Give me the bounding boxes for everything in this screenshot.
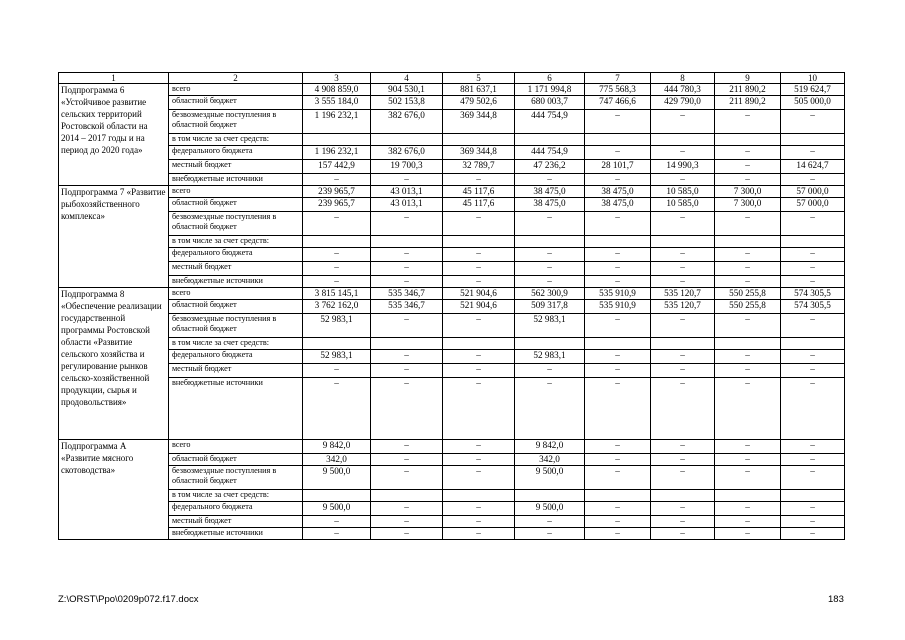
amount-cell: – bbox=[781, 466, 845, 490]
amount-cell: 535 120,7 bbox=[651, 300, 715, 314]
table-row bbox=[59, 490, 845, 502]
amount-cell: – bbox=[781, 174, 845, 186]
amount-cell: – bbox=[781, 454, 845, 466]
table-row bbox=[59, 198, 845, 212]
amount-cell: – bbox=[443, 466, 515, 490]
amount-cell: – bbox=[585, 212, 651, 236]
funding-source-label: внебюджетные источники bbox=[169, 378, 303, 440]
amount-cell: 9 500,0 bbox=[303, 502, 371, 516]
funding-source-label: безвозмездные поступления в областной бюджет bbox=[169, 212, 303, 236]
amount-cell: – bbox=[515, 174, 585, 186]
amount-cell: – bbox=[371, 528, 443, 540]
amount-cell: – bbox=[515, 364, 585, 378]
table-row bbox=[59, 146, 845, 160]
amount-cell: 881 637,1 bbox=[443, 84, 515, 96]
amount-cell: – bbox=[585, 528, 651, 540]
amount-cell: – bbox=[371, 454, 443, 466]
amount-cell: 9 500,0 bbox=[515, 502, 585, 516]
amount-cell: 680 003,7 bbox=[515, 96, 585, 110]
funding-source-label: внебюджетные источники bbox=[169, 174, 303, 186]
column-number-header: 3 bbox=[303, 73, 371, 84]
amount-cell: – bbox=[781, 248, 845, 262]
table-row bbox=[59, 502, 845, 516]
amount-cell: – bbox=[715, 276, 781, 288]
amount-cell: – bbox=[371, 440, 443, 454]
amount-cell: 502 153,8 bbox=[371, 96, 443, 110]
amount-cell: – bbox=[715, 350, 781, 364]
amount-cell: – bbox=[585, 516, 651, 528]
amount-cell: – bbox=[371, 314, 443, 338]
amount-cell bbox=[585, 236, 651, 248]
subprogram-name: Подпрограмма 8 «Обеспечение реализации государственной программы Ростовской области «Развитие сельского хозяйства и регулирование рынков сельско-хозяйственной продукции, сырья и продовольствия» bbox=[59, 288, 169, 440]
amount-cell bbox=[715, 134, 781, 146]
funding-source-label: внебюджетные источники bbox=[169, 276, 303, 288]
amount-cell: – bbox=[781, 502, 845, 516]
funding-source-label: местный бюджет bbox=[169, 262, 303, 276]
amount-cell: – bbox=[651, 454, 715, 466]
table-row bbox=[59, 378, 845, 440]
header-row bbox=[59, 73, 845, 84]
amount-cell: 4 908 859,0 bbox=[303, 84, 371, 96]
funding-source-label: областной бюджет bbox=[169, 96, 303, 110]
amount-cell: – bbox=[715, 212, 781, 236]
funding-source-label: в том числе за счет средств: bbox=[169, 490, 303, 502]
funding-source-label: в том числе за счет средств: bbox=[169, 236, 303, 248]
amount-cell: – bbox=[515, 262, 585, 276]
amount-cell: 444 754,9 bbox=[515, 146, 585, 160]
funding-source-label: федерального бюджета bbox=[169, 502, 303, 516]
amount-cell: – bbox=[651, 516, 715, 528]
amount-cell bbox=[443, 338, 515, 350]
amount-cell: – bbox=[585, 454, 651, 466]
amount-cell bbox=[585, 490, 651, 502]
table-row bbox=[59, 160, 845, 174]
amount-cell: 45 117,6 bbox=[443, 186, 515, 198]
table-row bbox=[59, 262, 845, 276]
amount-cell bbox=[651, 236, 715, 248]
amount-cell: – bbox=[303, 516, 371, 528]
amount-cell: 52 983,1 bbox=[515, 314, 585, 338]
table-row bbox=[59, 174, 845, 186]
amount-cell: – bbox=[515, 276, 585, 288]
funding-source-label: областной бюджет bbox=[169, 198, 303, 212]
table-row bbox=[59, 110, 845, 134]
amount-cell: 382 676,0 bbox=[371, 110, 443, 134]
amount-cell: – bbox=[443, 212, 515, 236]
funding-source-label: местный бюджет bbox=[169, 364, 303, 378]
amount-cell: – bbox=[515, 212, 585, 236]
amount-cell: 9 842,0 bbox=[515, 440, 585, 454]
amount-cell bbox=[651, 490, 715, 502]
amount-cell: 43 013,1 bbox=[371, 198, 443, 212]
funding-source-label: федерального бюджета bbox=[169, 146, 303, 160]
amount-cell: – bbox=[443, 248, 515, 262]
amount-cell: – bbox=[371, 350, 443, 364]
amount-cell: – bbox=[585, 502, 651, 516]
amount-cell: – bbox=[781, 378, 845, 440]
amount-cell: – bbox=[303, 276, 371, 288]
column-number-header: 6 bbox=[515, 73, 585, 84]
amount-cell: – bbox=[585, 110, 651, 134]
amount-cell: – bbox=[443, 314, 515, 338]
funding-source-label: безвозмездные поступления в областной бюджет bbox=[169, 110, 303, 134]
amount-cell: – bbox=[651, 466, 715, 490]
amount-cell: 550 255,8 bbox=[715, 300, 781, 314]
amount-cell: 157 442,9 bbox=[303, 160, 371, 174]
amount-cell: – bbox=[715, 248, 781, 262]
amount-cell: – bbox=[781, 276, 845, 288]
amount-cell: – bbox=[371, 364, 443, 378]
amount-cell: 19 700,3 bbox=[371, 160, 443, 174]
amount-cell: – bbox=[303, 174, 371, 186]
amount-cell: 28 101,7 bbox=[585, 160, 651, 174]
amount-cell bbox=[515, 134, 585, 146]
table-row bbox=[59, 248, 845, 262]
funding-source-label: всего bbox=[169, 440, 303, 454]
table-row bbox=[59, 186, 845, 198]
amount-cell bbox=[371, 338, 443, 350]
footer-page-number: 183 bbox=[828, 594, 844, 605]
column-number-header: 5 bbox=[443, 73, 515, 84]
amount-cell: – bbox=[715, 174, 781, 186]
amount-cell: 239 965,7 bbox=[303, 186, 371, 198]
amount-cell: – bbox=[443, 174, 515, 186]
amount-cell: 9 500,0 bbox=[303, 466, 371, 490]
table-row bbox=[59, 276, 845, 288]
amount-cell: – bbox=[715, 378, 781, 440]
amount-cell bbox=[651, 338, 715, 350]
amount-cell: 1 196 232,1 bbox=[303, 146, 371, 160]
table-row bbox=[59, 236, 845, 248]
amount-cell: – bbox=[715, 516, 781, 528]
amount-cell: – bbox=[303, 528, 371, 540]
amount-cell: 535 346,7 bbox=[371, 288, 443, 300]
amount-cell: 14 990,3 bbox=[651, 160, 715, 174]
amount-cell: 342,0 bbox=[515, 454, 585, 466]
amount-cell bbox=[515, 236, 585, 248]
funding-source-label: федерального бюджета bbox=[169, 350, 303, 364]
amount-cell: – bbox=[443, 350, 515, 364]
funding-source-label: в том числе за счет средств: bbox=[169, 134, 303, 146]
amount-cell: – bbox=[715, 454, 781, 466]
table-row bbox=[59, 212, 845, 236]
amount-cell: 38 475,0 bbox=[585, 198, 651, 212]
amount-cell: – bbox=[715, 110, 781, 134]
amount-cell: 369 344,8 bbox=[443, 146, 515, 160]
amount-cell: – bbox=[651, 110, 715, 134]
funding-source-label: областной бюджет bbox=[169, 300, 303, 314]
amount-cell: 550 255,8 bbox=[715, 288, 781, 300]
table-row bbox=[59, 96, 845, 110]
amount-cell: – bbox=[585, 248, 651, 262]
amount-cell: – bbox=[715, 314, 781, 338]
table-row bbox=[59, 84, 845, 96]
amount-cell: 479 502,6 bbox=[443, 96, 515, 110]
amount-cell: 3 555 184,0 bbox=[303, 96, 371, 110]
amount-cell: 7 300,0 bbox=[715, 186, 781, 198]
table-row bbox=[59, 440, 845, 454]
amount-cell: – bbox=[371, 502, 443, 516]
amount-cell: – bbox=[443, 454, 515, 466]
amount-cell: – bbox=[303, 212, 371, 236]
amount-cell: – bbox=[781, 146, 845, 160]
amount-cell bbox=[781, 338, 845, 350]
amount-cell: 562 300,9 bbox=[515, 288, 585, 300]
amount-cell: 211 890,2 bbox=[715, 96, 781, 110]
amount-cell: – bbox=[651, 440, 715, 454]
amount-cell: – bbox=[585, 364, 651, 378]
amount-cell: 509 317,8 bbox=[515, 300, 585, 314]
amount-cell: 1 196 232,1 bbox=[303, 110, 371, 134]
amount-cell: 14 624,7 bbox=[781, 160, 845, 174]
column-number-header: 7 bbox=[585, 73, 651, 84]
amount-cell: 535 120,7 bbox=[651, 288, 715, 300]
amount-cell: – bbox=[585, 440, 651, 454]
amount-cell: – bbox=[781, 110, 845, 134]
amount-cell bbox=[303, 338, 371, 350]
amount-cell bbox=[371, 236, 443, 248]
amount-cell bbox=[371, 490, 443, 502]
amount-cell: – bbox=[443, 262, 515, 276]
amount-cell: – bbox=[371, 262, 443, 276]
column-number-header: 2 bbox=[169, 73, 303, 84]
amount-cell: – bbox=[585, 146, 651, 160]
amount-cell: 444 780,3 bbox=[651, 84, 715, 96]
amount-cell: 429 790,0 bbox=[651, 96, 715, 110]
amount-cell: – bbox=[651, 146, 715, 160]
amount-cell: – bbox=[371, 466, 443, 490]
amount-cell: – bbox=[515, 248, 585, 262]
amount-cell: 1 171 994,8 bbox=[515, 84, 585, 96]
amount-cell: – bbox=[781, 528, 845, 540]
amount-cell: – bbox=[781, 364, 845, 378]
amount-cell: 38 475,0 bbox=[515, 198, 585, 212]
column-number-header: 9 bbox=[715, 73, 781, 84]
amount-cell bbox=[781, 236, 845, 248]
amount-cell: 47 236,2 bbox=[515, 160, 585, 174]
amount-cell: – bbox=[371, 516, 443, 528]
amount-cell: – bbox=[515, 516, 585, 528]
amount-cell bbox=[303, 490, 371, 502]
funding-source-label: всего bbox=[169, 288, 303, 300]
amount-cell: 342,0 bbox=[303, 454, 371, 466]
amount-cell: 3 762 162,0 bbox=[303, 300, 371, 314]
table-row bbox=[59, 528, 845, 540]
amount-cell: 3 815 145,1 bbox=[303, 288, 371, 300]
amount-cell: 32 789,7 bbox=[443, 160, 515, 174]
amount-cell: 10 585,0 bbox=[651, 186, 715, 198]
subprogram-name: Подпрограмма 7 «Развитие рыбохозяйственного комплекса» bbox=[59, 186, 169, 288]
amount-cell bbox=[303, 134, 371, 146]
table-row bbox=[59, 134, 845, 146]
amount-cell: 10 585,0 bbox=[651, 198, 715, 212]
amount-cell: 38 475,0 bbox=[515, 186, 585, 198]
amount-cell: 57 000,0 bbox=[781, 186, 845, 198]
amount-cell: – bbox=[651, 350, 715, 364]
amount-cell bbox=[515, 338, 585, 350]
amount-cell bbox=[443, 236, 515, 248]
table-row bbox=[59, 516, 845, 528]
amount-cell: 574 305,5 bbox=[781, 300, 845, 314]
footer-file-path: Z:\ORST\Ppo\0209p072.f17.docx bbox=[58, 594, 199, 605]
amount-cell: – bbox=[651, 262, 715, 276]
amount-cell: – bbox=[715, 528, 781, 540]
amount-cell: – bbox=[443, 502, 515, 516]
amount-cell bbox=[443, 490, 515, 502]
table-row bbox=[59, 454, 845, 466]
amount-cell: 505 000,0 bbox=[781, 96, 845, 110]
funding-source-label: федерального бюджета bbox=[169, 248, 303, 262]
amount-cell: – bbox=[585, 314, 651, 338]
table-row bbox=[59, 300, 845, 314]
funding-source-label: областной бюджет bbox=[169, 454, 303, 466]
amount-cell bbox=[651, 134, 715, 146]
table-row bbox=[59, 350, 845, 364]
amount-cell: – bbox=[651, 248, 715, 262]
budget-table bbox=[58, 72, 845, 540]
amount-cell: – bbox=[781, 440, 845, 454]
amount-cell: – bbox=[443, 378, 515, 440]
column-number-header: 1 bbox=[59, 73, 169, 84]
amount-cell: – bbox=[651, 364, 715, 378]
amount-cell: – bbox=[781, 262, 845, 276]
amount-cell: 211 890,2 bbox=[715, 84, 781, 96]
amount-cell: 521 904,6 bbox=[443, 300, 515, 314]
amount-cell bbox=[715, 338, 781, 350]
amount-cell: – bbox=[715, 440, 781, 454]
amount-cell: 9 842,0 bbox=[303, 440, 371, 454]
amount-cell bbox=[715, 236, 781, 248]
amount-cell bbox=[303, 236, 371, 248]
amount-cell: – bbox=[651, 528, 715, 540]
amount-cell: 519 624,7 bbox=[781, 84, 845, 96]
amount-cell: – bbox=[585, 174, 651, 186]
amount-cell: 7 300,0 bbox=[715, 198, 781, 212]
table-row bbox=[59, 466, 845, 490]
subprogram-name: Подпрограмма А «Развитие мясного скотоводства» bbox=[59, 440, 169, 540]
amount-cell: – bbox=[515, 378, 585, 440]
amount-cell: – bbox=[715, 146, 781, 160]
amount-cell: 775 568,3 bbox=[585, 84, 651, 96]
amount-cell: – bbox=[715, 364, 781, 378]
amount-cell bbox=[781, 490, 845, 502]
amount-cell: 52 983,1 bbox=[303, 350, 371, 364]
amount-cell: – bbox=[443, 276, 515, 288]
amount-cell: – bbox=[781, 350, 845, 364]
amount-cell: – bbox=[715, 466, 781, 490]
amount-cell: – bbox=[715, 262, 781, 276]
amount-cell: – bbox=[371, 212, 443, 236]
amount-cell bbox=[715, 490, 781, 502]
amount-cell: – bbox=[651, 212, 715, 236]
amount-cell: 382 676,0 bbox=[371, 146, 443, 160]
amount-cell: – bbox=[515, 528, 585, 540]
amount-cell: 239 965,7 bbox=[303, 198, 371, 212]
amount-cell: 38 475,0 bbox=[585, 186, 651, 198]
amount-cell: 535 910,9 bbox=[585, 288, 651, 300]
funding-source-label: внебюджетные источники bbox=[169, 528, 303, 540]
amount-cell: – bbox=[585, 466, 651, 490]
funding-source-label: местный бюджет bbox=[169, 160, 303, 174]
amount-cell: 9 500,0 bbox=[515, 466, 585, 490]
funding-source-label: местный бюджет bbox=[169, 516, 303, 528]
amount-cell: – bbox=[303, 262, 371, 276]
amount-cell: – bbox=[585, 378, 651, 440]
amount-cell: – bbox=[781, 516, 845, 528]
amount-cell: – bbox=[651, 276, 715, 288]
amount-cell: – bbox=[715, 160, 781, 174]
amount-cell: 369 344,8 bbox=[443, 110, 515, 134]
amount-cell: – bbox=[651, 378, 715, 440]
amount-cell: 904 530,1 bbox=[371, 84, 443, 96]
amount-cell: – bbox=[443, 528, 515, 540]
amount-cell bbox=[515, 490, 585, 502]
amount-cell: 535 910,9 bbox=[585, 300, 651, 314]
amount-cell: – bbox=[443, 440, 515, 454]
column-number-header: 8 bbox=[651, 73, 715, 84]
amount-cell: 574 305,5 bbox=[781, 288, 845, 300]
amount-cell: – bbox=[371, 248, 443, 262]
amount-cell: – bbox=[303, 248, 371, 262]
amount-cell: 52 983,1 bbox=[515, 350, 585, 364]
table-row bbox=[59, 314, 845, 338]
amount-cell: – bbox=[715, 502, 781, 516]
column-number-header: 4 bbox=[371, 73, 443, 84]
amount-cell: – bbox=[585, 262, 651, 276]
amount-cell: – bbox=[371, 174, 443, 186]
funding-source-label: безвозмездные поступления в областной бюджет bbox=[169, 314, 303, 338]
amount-cell: 43 013,1 bbox=[371, 186, 443, 198]
amount-cell: – bbox=[303, 364, 371, 378]
amount-cell bbox=[371, 134, 443, 146]
column-number-header: 10 bbox=[781, 73, 845, 84]
amount-cell bbox=[585, 338, 651, 350]
amount-cell: 535 346,7 bbox=[371, 300, 443, 314]
amount-cell: – bbox=[585, 350, 651, 364]
table-row bbox=[59, 288, 845, 300]
amount-cell: 52 983,1 bbox=[303, 314, 371, 338]
amount-cell: 521 904,6 bbox=[443, 288, 515, 300]
amount-cell bbox=[781, 134, 845, 146]
funding-source-label: всего bbox=[169, 186, 303, 198]
amount-cell: – bbox=[585, 276, 651, 288]
subprogram-name: Подпрограмма 6 «Устойчивое развитие сельских территорий Ростовской области на 2014 – 2017 годы и на период до 2020 года» bbox=[59, 84, 169, 186]
amount-cell: – bbox=[651, 314, 715, 338]
amount-cell: – bbox=[651, 502, 715, 516]
amount-cell: – bbox=[371, 276, 443, 288]
table-row bbox=[59, 338, 845, 350]
table-row bbox=[59, 364, 845, 378]
funding-source-label: всего bbox=[169, 84, 303, 96]
amount-cell: 45 117,6 bbox=[443, 198, 515, 212]
amount-cell bbox=[443, 134, 515, 146]
funding-source-label: безвозмездные поступления в областной бюджет bbox=[169, 466, 303, 490]
amount-cell: 747 466,6 bbox=[585, 96, 651, 110]
amount-cell: – bbox=[371, 378, 443, 440]
funding-source-label: в том числе за счет средств: bbox=[169, 338, 303, 350]
amount-cell: 444 754,9 bbox=[515, 110, 585, 134]
amount-cell: – bbox=[781, 212, 845, 236]
amount-cell: – bbox=[443, 364, 515, 378]
amount-cell: – bbox=[651, 174, 715, 186]
amount-cell bbox=[585, 134, 651, 146]
amount-cell: – bbox=[303, 378, 371, 440]
amount-cell: 57 000,0 bbox=[781, 198, 845, 212]
amount-cell: – bbox=[781, 314, 845, 338]
amount-cell: – bbox=[443, 516, 515, 528]
